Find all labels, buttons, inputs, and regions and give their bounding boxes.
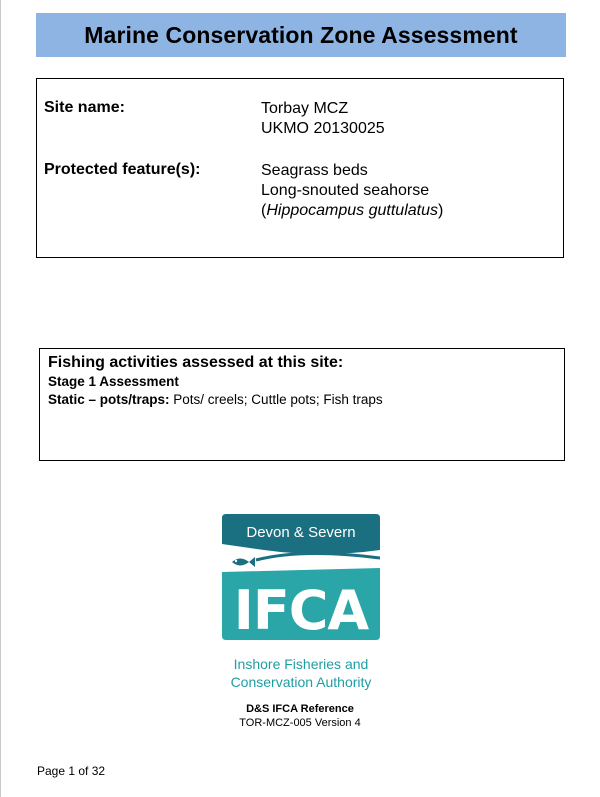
activities-heading: Fishing activities assessed at this site: [48, 354, 344, 371]
fish-icon [232, 557, 255, 567]
static-gear-label: Static – pots/traps: [48, 392, 170, 407]
species-close-paren: ) [437, 202, 444, 219]
page-number: Page 1 of 32 [37, 764, 106, 778]
feature-seahorse: Long-snouted seahorse [261, 182, 430, 199]
static-gear-line [48, 391, 556, 409]
page-edge [0, 0, 1, 797]
title-bar [36, 13, 566, 57]
site-name-label: Site name: [44, 99, 125, 116]
protected-features-label: Protected feature(s): [44, 161, 201, 178]
ifca-logo [222, 514, 380, 691]
logo-wave-line [256, 553, 380, 560]
protected-features-values [261, 161, 443, 221]
static-gear-items: Pots/ creels; Cuttle pots; Fish traps [169, 392, 383, 407]
ifca-logo-graphic [222, 514, 380, 644]
site-name-line-1: Torbay MCZ [261, 100, 349, 117]
species-name: Hippocampus guttulatus [266, 202, 438, 219]
site-name-values [261, 99, 385, 139]
logo-caption [222, 655, 380, 691]
stage-label: Stage 1 Assessment [48, 374, 179, 389]
logo-caption-line-2: Conservation Authority [230, 674, 372, 690]
logo-caption-line-1: Inshore Fisheries and [233, 656, 369, 672]
site-details-box [36, 78, 564, 258]
logo-acronym: IFCA [233, 579, 369, 642]
reference-code: TOR-MCZ-005 Version 4 [239, 717, 361, 729]
reference-block [200, 702, 400, 730]
feature-seagrass: Seagrass beds [261, 162, 368, 179]
site-name-line-2: UKMO 20130025 [261, 120, 385, 137]
logo-banner-text: Devon & Severn [246, 524, 356, 541]
document-title: Marine Conservation Zone Assessment [84, 21, 518, 48]
feature-species-line [261, 201, 443, 221]
fishing-activities-box [39, 348, 565, 461]
reference-title: D&S IFCA Reference [246, 703, 354, 715]
species-open-paren: ( [261, 202, 267, 219]
